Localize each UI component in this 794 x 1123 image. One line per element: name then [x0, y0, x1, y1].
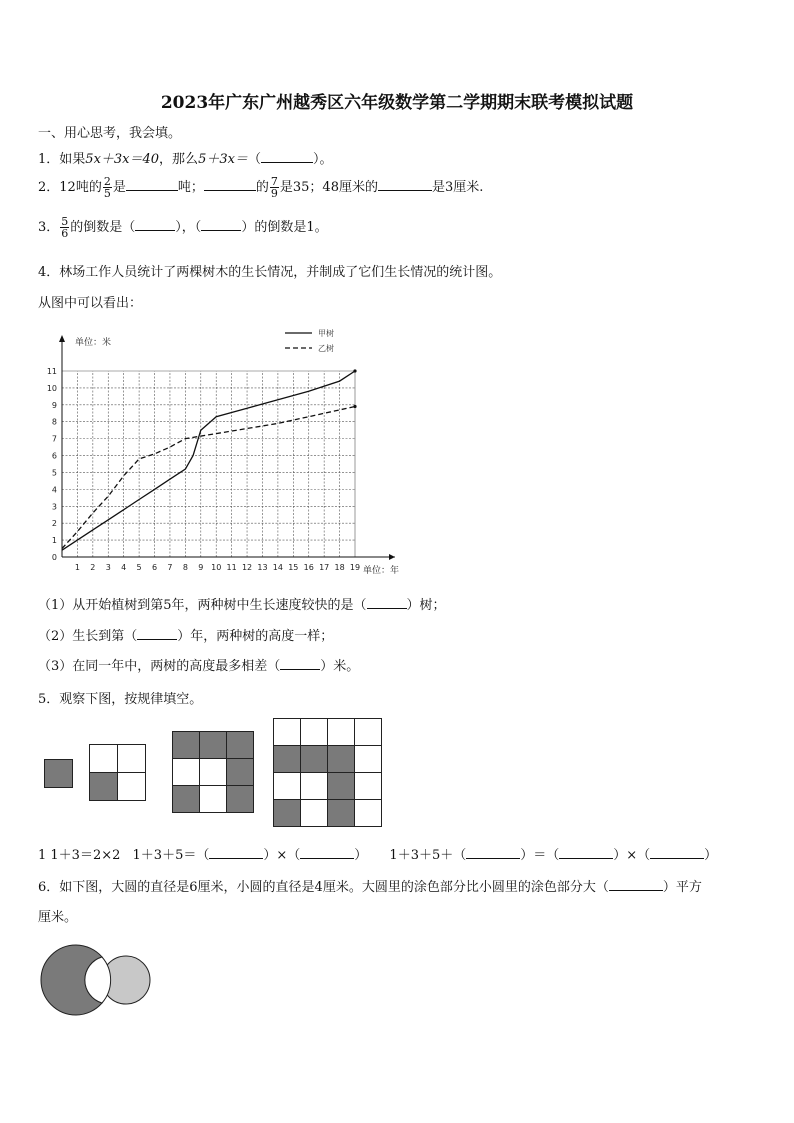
- y-tick-label: 11: [46, 367, 57, 376]
- q3-blank-1[interactable]: [135, 218, 175, 231]
- shaded-square: [327, 772, 355, 800]
- y-tick-label: 0: [51, 553, 57, 562]
- q2-text-b: 是: [112, 180, 126, 195]
- q4s2-blank[interactable]: [137, 627, 177, 640]
- blank-square: [172, 758, 200, 786]
- x-axis-arrow: [389, 554, 395, 560]
- q5-eq-2-mid: ）×（: [263, 848, 301, 863]
- chart-svg: [40, 325, 420, 580]
- q2-text-d: 的: [255, 180, 269, 195]
- q5-blank-2[interactable]: [300, 846, 354, 859]
- q4-sub-1: [38, 594, 446, 613]
- blank-square: [327, 718, 355, 746]
- q2-blank-1[interactable]: [126, 178, 178, 191]
- blank-square: [300, 772, 328, 800]
- q4s1-text-a: （1）从开始植树到第5年，两种树中生长速度较快的是（: [38, 598, 367, 613]
- shaded-square: [89, 772, 118, 801]
- q5-blank-4[interactable]: [559, 846, 613, 859]
- q2-text-e: 是35；48厘米的: [279, 180, 378, 195]
- q5-blank-5[interactable]: [650, 846, 704, 859]
- q2-blank-2[interactable]: [204, 178, 256, 191]
- q2-f2-numerator: 7: [270, 175, 278, 188]
- legend-label: 甲树: [318, 329, 334, 338]
- q5-eq-3-start: 1＋3＋5＋（: [389, 848, 467, 863]
- shaded-square: [199, 731, 227, 759]
- q2-text-a: 12吨的: [59, 180, 102, 195]
- q1-answer-blank[interactable]: [261, 150, 313, 163]
- q1-number: 1．: [38, 152, 60, 167]
- x-tick-label: 8: [182, 563, 188, 572]
- q1-close: ）。: [312, 152, 333, 167]
- x-tick-label: 3: [105, 563, 111, 572]
- q2-number: 2．: [38, 180, 60, 195]
- blank-square: [117, 772, 146, 801]
- q2-fraction-1: [103, 176, 112, 199]
- q3-fraction: [60, 216, 69, 239]
- q5-eq-3-mid: ）＝（: [520, 848, 560, 863]
- x-tick-label: 7: [167, 563, 173, 572]
- blank-square: [273, 718, 301, 746]
- q2-text-c: 吨；: [177, 180, 204, 195]
- q6-tail: ）平方: [662, 880, 702, 895]
- q5-eq-1: 1 1＋3＝2×2: [38, 848, 121, 863]
- q1-expr2: 5＋3x＝: [198, 152, 248, 167]
- question-6: [38, 876, 702, 895]
- blank-square: [117, 744, 146, 773]
- blank-square: [300, 799, 328, 827]
- q5-eq-2-end: ）: [354, 848, 368, 863]
- x-tick-label: 10: [211, 563, 222, 572]
- legend-label: 乙树: [318, 344, 334, 353]
- q6-number: 6．: [38, 880, 60, 895]
- q5-blank-3[interactable]: [466, 846, 520, 859]
- series-line-yi: [62, 407, 355, 549]
- blank-square: [300, 718, 328, 746]
- x-tick-label: 4: [121, 563, 127, 572]
- q1-pre: 如果: [59, 152, 86, 167]
- q4s1-blank[interactable]: [367, 596, 407, 609]
- q5-eq-2-start: 1＋3＋5＝（: [132, 848, 210, 863]
- q4s3-blank[interactable]: [280, 657, 320, 670]
- y-tick-label: 8: [51, 417, 57, 427]
- q3-denominator: 6: [61, 227, 69, 240]
- q2-f2-denominator: 9: [270, 187, 278, 200]
- x-axis-label: 单位：年: [363, 566, 400, 576]
- y-tick-label: 10: [46, 383, 57, 393]
- shaded-square: [226, 785, 254, 813]
- q4-sub-3: [38, 655, 359, 674]
- q3-text-a: 的倒数是（: [70, 220, 136, 235]
- blank-square: [354, 772, 382, 800]
- y-tick-label: 4: [51, 485, 57, 495]
- question-3: [38, 216, 328, 239]
- q5-equations: [38, 844, 717, 863]
- q4s3-text-a: （3）在同一年中，两树的高度最多相差（: [38, 659, 281, 674]
- y-tick-label: 9: [51, 400, 57, 410]
- x-tick-label: 19: [349, 563, 361, 572]
- q3-text-b: ），（: [175, 220, 202, 235]
- q1-mid: ，那么: [159, 152, 199, 167]
- q5-text: 观察下图，按规律填空。: [59, 692, 203, 707]
- tree-growth-chart: [40, 325, 420, 584]
- q4-sub-2: [38, 625, 333, 644]
- series-endpoint: [353, 405, 356, 408]
- blank-square: [89, 744, 118, 773]
- q1-open: （: [247, 152, 261, 167]
- x-tick-label: 17: [319, 563, 330, 572]
- q3-blank-2[interactable]: [201, 218, 241, 231]
- x-tick-label: 6: [151, 563, 158, 572]
- q4s2-text-a: （2）生长到第（: [38, 629, 138, 644]
- q3-text-c: ）的倒数是1。: [241, 220, 328, 235]
- x-tick-label: 15: [288, 563, 299, 572]
- x-tick-label: 18: [334, 563, 345, 572]
- x-tick-label: 5: [136, 563, 142, 572]
- q2-f1-numerator: 2: [103, 175, 111, 188]
- shaded-square: [172, 731, 200, 759]
- series-endpoint: [353, 369, 356, 372]
- q2-fraction-2: [270, 176, 279, 199]
- y-tick-label: 1: [51, 536, 57, 546]
- q3-number: 3．: [38, 220, 60, 235]
- q5-number: 5．: [38, 692, 60, 707]
- blank-square: [354, 718, 382, 746]
- x-tick-label: 2: [90, 563, 96, 572]
- y-axis-arrow: [59, 335, 65, 342]
- y-axis-label: 单位：米: [75, 338, 112, 348]
- shaded-square: [327, 745, 355, 773]
- y-tick-label: 7: [51, 434, 57, 444]
- q4s3-text-b: ）米。: [320, 659, 360, 674]
- shaded-square: [273, 745, 301, 773]
- q2-blank-3[interactable]: [378, 178, 432, 191]
- q5-eq-3-mid2: ）×（: [613, 848, 651, 863]
- q4-number: 4．: [38, 265, 60, 280]
- q6-line-2: 厘米。: [38, 910, 78, 925]
- q2-f1-denominator: 5: [103, 187, 111, 200]
- x-tick-label: 1: [74, 563, 80, 572]
- q6-text: 如下图，大圆的直径是6厘米，小圆的直径是4厘米。大圆里的涂色部分比小圆里的涂色部分大（: [59, 880, 609, 895]
- x-tick-label: 12: [241, 563, 253, 572]
- square-figure-1: [44, 759, 72, 787]
- q2-text-g: 是3厘米.: [431, 180, 484, 195]
- x-tick-label: 14: [272, 563, 283, 572]
- x-tick-label: 9: [198, 563, 204, 572]
- q3-numerator: 5: [61, 215, 69, 228]
- square-figure-3: [172, 731, 253, 812]
- q5-eq-3-end: ）: [704, 848, 718, 863]
- question-4: [38, 261, 501, 280]
- shaded-square: [226, 731, 254, 759]
- q4s1-text-b: ）树；: [406, 598, 446, 613]
- shaded-square: [300, 745, 328, 773]
- x-tick-label: 11: [226, 563, 237, 572]
- y-tick-label: 3: [51, 502, 57, 512]
- question-2: [38, 176, 483, 199]
- q4-text: 林场工作人员统计了两棵树木的生长情况，并制成了它们生长情况的统计图。: [59, 265, 502, 280]
- q6-blank[interactable]: [609, 878, 663, 891]
- y-tick-label: 6: [51, 451, 57, 461]
- shaded-square: [226, 758, 254, 786]
- question-1: [38, 148, 332, 167]
- q1-expr: 5x＋3x＝40: [85, 152, 160, 167]
- section-heading: 一、用心思考，我会填。: [38, 126, 182, 141]
- x-tick-label: 13: [257, 563, 268, 572]
- q5-blank-1[interactable]: [209, 846, 263, 859]
- y-tick-label: 5: [51, 468, 57, 478]
- page-title: 2023年广东广州越秀区六年级数学第二学期期末联考模拟试题: [160, 93, 634, 113]
- shaded-square: [44, 759, 73, 788]
- circles-figure: [40, 940, 160, 1020]
- square-figure-2: [89, 744, 145, 800]
- square-figure-4: [273, 718, 381, 826]
- shaded-square: [327, 799, 355, 827]
- blank-square: [199, 785, 227, 813]
- q4-intro: 从图中可以看出：: [38, 296, 143, 311]
- blank-square: [273, 772, 301, 800]
- question-5: [38, 688, 202, 707]
- shaded-square: [172, 785, 200, 813]
- y-tick-label: 2: [51, 519, 57, 529]
- shaded-square: [273, 799, 301, 827]
- blank-square: [354, 799, 382, 827]
- q4s2-text-b: ）年，两种树的高度一样；: [177, 629, 334, 644]
- blank-square: [354, 745, 382, 773]
- blank-square: [199, 758, 227, 786]
- x-tick-label: 16: [303, 563, 314, 572]
